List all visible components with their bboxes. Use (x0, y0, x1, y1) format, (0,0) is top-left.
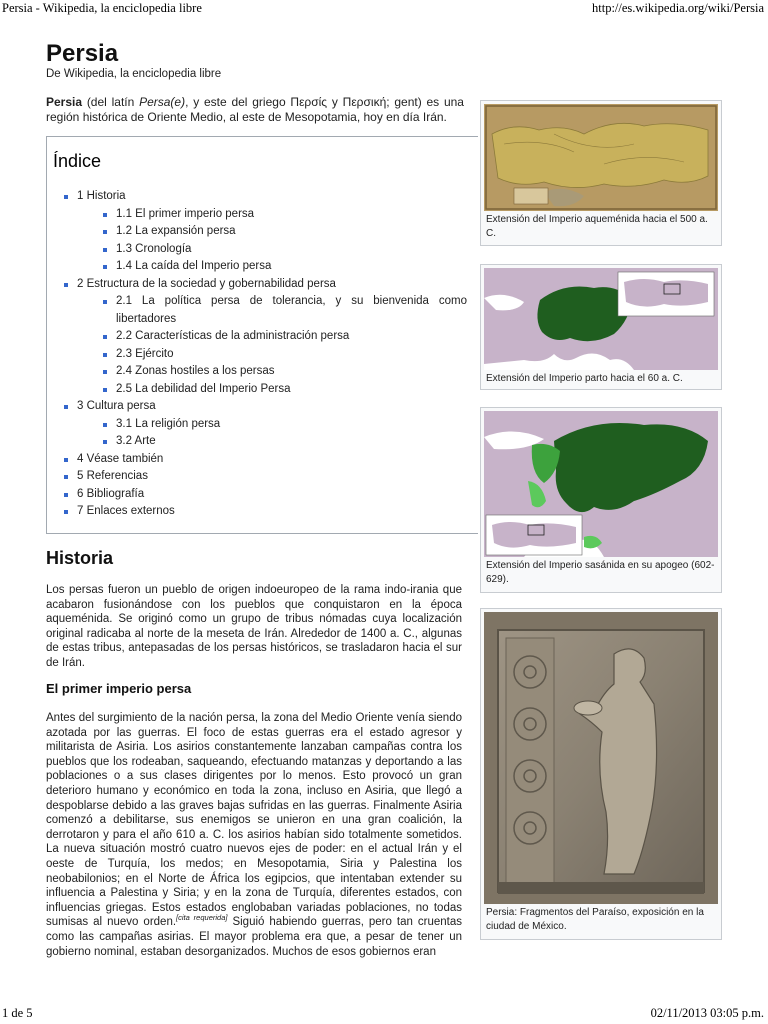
toc-item-1-1[interactable] (116, 206, 467, 224)
toc-item-2-4[interactable] (116, 363, 467, 381)
toc-link-1-4[interactable]: 1.4 La caída del Imperio persa (116, 260, 272, 272)
section-heading-historia: Historia (46, 548, 114, 568)
toc-item-3-1[interactable] (116, 416, 467, 434)
figure-caption-3: Extensión del Imperio sasánida en su apogeo (602-629). (486, 560, 715, 585)
paragraph-text: Antes del surgimiento de la nación persa, la zona del Medio Oriente venía siendo azotada por las guerras. El foco de estas guerras era el estado agresor y militarista de Asiria. Los asirios constantemente lanzaban campañas contra los pueblos que los rodeaban, saqueando, efectuando matanzas y deportando a las poblaciones o a sus clases dirigentes por lo menos. Esto provocó un gran deterioro humano y económico en toda la zona, incluso en Asiria, que llegó a despoblarse debido a las graves bajas sufridas en las guerras. Finalmente Asiria comenzó a debilitarse, sus enemigos se unieron en una gran coalición, la derrotaron y para el año 610 a. C. los asirios habían sido totalmente sometidos. La nueva situación mostró cuatro nuevos ejes de poder: en el actual Irán y el oeste de Turquía, los medos; en Mesopotamia, Siria y Palestina los neobabilonios; en el Norte de África los egipcios, que intentaban extender su influencia a Palestina y Siria; y en la zona de Turquía, diferentes estados, con influencias griegas. Estos estados englobaban variadas poblaciones, no todas sumisas al nuevo orden. (46, 712, 462, 929)
print-footer (0, 1006, 768, 1024)
toc-bullet (103, 230, 107, 234)
relief-photo-image[interactable] (484, 612, 718, 904)
toc-link-3[interactable]: 3 Cultura persa (77, 400, 156, 412)
inset-land (624, 279, 708, 307)
toc-link-1-2[interactable]: 1.2 La expansión persa (116, 225, 236, 237)
toc-link-5[interactable]: 5 Referencias (77, 470, 148, 482)
toc-bullet (103, 440, 107, 444)
toc-link-2-2[interactable]: 2.2 Características de la administración persa (116, 330, 350, 342)
toc-sublist-3 (77, 416, 467, 451)
toc-item-2-1[interactable] (116, 293, 467, 328)
intro-text-2: , y este del griego Περσίς y Περσική; gent) es una región histórica de Oriente Medio, al este de Mesopotamia, hoy en día Irán. (46, 95, 464, 124)
figure-achaemenid-map (480, 100, 722, 246)
toc-link-2-3[interactable]: 2.3 Ejército (116, 347, 174, 360)
toc-bullet (64, 195, 68, 199)
toc-list (77, 188, 467, 521)
empire-territory (492, 123, 708, 187)
toc-item-2-5[interactable] (116, 381, 467, 399)
map-cartouche (514, 188, 548, 204)
slab-base (498, 882, 704, 894)
toc-bullet (64, 475, 68, 479)
figure-sasanian-map (480, 407, 722, 593)
intro-italic-term: Persa(e) (139, 95, 186, 109)
toc-link-2-5[interactable]: 2.5 La debilidad del Imperio Persa (116, 382, 291, 395)
toc-title: Índice (53, 151, 102, 171)
toc-link-1[interactable]: 1 Historia (77, 190, 126, 202)
toc-bullet (103, 265, 107, 269)
print-header (0, 0, 768, 18)
toc-bullet (103, 370, 107, 374)
figure-caption-4: Persia: Fragmentos del Paraíso, exposición en la ciudad de México. (486, 907, 704, 932)
toc-bullet (103, 353, 107, 357)
toc-link-2-4[interactable]: 2.4 Zonas hostiles a los persas (116, 365, 275, 377)
toc-bullet (103, 248, 107, 252)
page-tagline: De Wikipedia, la enciclopedia libre (46, 68, 222, 80)
toc-item-1-3[interactable] (116, 241, 467, 259)
toc-item-2-2[interactable] (116, 328, 467, 346)
toc-bullet (103, 213, 107, 217)
intro-bold-term: Persia (46, 95, 83, 109)
print-header-title: Persia - Wikipedia, la enciclopedia libre (2, 1, 202, 15)
toc-link-2-1[interactable]: 2.1 La política persa de tolerancia, y su bienvenida como libertadores (116, 295, 467, 325)
toc-item-2[interactable] (77, 276, 467, 399)
print-timestamp: 02/11/2013 03:05 p.m. (650, 1006, 764, 1020)
toc-bullet (103, 388, 107, 392)
toc-bullet (103, 423, 107, 427)
toc-link-1-3[interactable]: 1.3 Cronología (116, 242, 192, 255)
toc-link-2[interactable]: 2 Estructura de la sociedad y gobernabilidad persa (77, 277, 336, 290)
toc-item-7[interactable] (77, 503, 467, 521)
sasanian-map-image[interactable] (484, 411, 718, 557)
rosette-border (506, 638, 554, 884)
toc-sublist-2 (77, 293, 467, 398)
citation-needed-link[interactable]: [cita requerida] (176, 913, 228, 923)
toc-link-4[interactable]: 4 Véase también (77, 452, 164, 465)
subsection-heading: El primer imperio persa (46, 681, 192, 696)
achaemenid-map-image[interactable] (484, 104, 718, 211)
toc-item-4[interactable] (77, 451, 467, 469)
toc-bullet (64, 493, 68, 497)
page-title: Persia (46, 40, 119, 67)
figure-caption-2: Extensión del Imperio parto hacia el 60 a. C. (486, 373, 683, 384)
toc-item-3[interactable] (77, 398, 467, 451)
primer-imperio-paragraph (46, 711, 462, 959)
toc-link-6[interactable]: 6 Bibliografía (77, 487, 145, 500)
relief-offering (574, 701, 602, 715)
toc-item-6[interactable] (77, 486, 467, 504)
toc-bullet (103, 300, 107, 304)
toc-item-3-2[interactable] (116, 433, 467, 451)
toc-sublist-1 (77, 206, 467, 276)
figure-parthian-map (480, 264, 722, 390)
toc-link-3-1[interactable]: 3.1 La religión persa (116, 417, 221, 430)
toc-item-1[interactable] (77, 188, 467, 276)
table-of-contents (46, 136, 478, 534)
intro-paragraph (46, 95, 464, 125)
figure-relief-photo (480, 608, 722, 940)
print-header-url[interactable]: http://es.wikipedia.org/wiki/Persia (592, 1, 764, 15)
toc-bullet (64, 283, 68, 287)
paragraph-text-cont: Siguió habiendo guerras, pero tan cruentas como las campañas asirias. El mayor problema era que, a pesar de tener un gobierno nominal, estaban desorganizados. Muchos de esos gobiernos eran (46, 916, 462, 958)
toc-bullet (64, 510, 68, 514)
toc-item-2-3[interactable] (116, 346, 467, 364)
historia-paragraph: Los persas fueron un pueblo de origen indoeuropeo de la rama indo-irania que acabaron fusionándose con los pueblos que conquistaron en la época aqueménida. Se originó como un grupo de tribus nómadas cuya localización original radicaba al norte de la meseta de Irán. Alrededor de 1400 a. C., algunas de estas tribus, antepasadas de los persas históricos, se trasladaron hacia el sur de Irán. (46, 584, 462, 669)
toc-link-7[interactable]: 7 Enlaces externos (77, 505, 175, 517)
page-number: 1 de 5 (2, 1006, 33, 1020)
toc-bullet (103, 335, 107, 339)
toc-item-5[interactable] (77, 468, 467, 486)
intro-text-1: (del latín (82, 95, 140, 109)
toc-bullet (64, 458, 68, 462)
toc-item-1-2[interactable] (116, 223, 467, 241)
toc-link-3-2[interactable]: 3.2 Arte (116, 435, 156, 447)
parthian-map-image[interactable] (484, 268, 718, 370)
toc-link-1-1[interactable]: 1.1 El primer imperio persa (116, 207, 255, 220)
toc-item-1-4[interactable] (116, 258, 467, 276)
figure-caption-1: Extensión del Imperio aqueménida hacia el 500 a. C. (486, 214, 708, 239)
toc-bullet (64, 405, 68, 409)
